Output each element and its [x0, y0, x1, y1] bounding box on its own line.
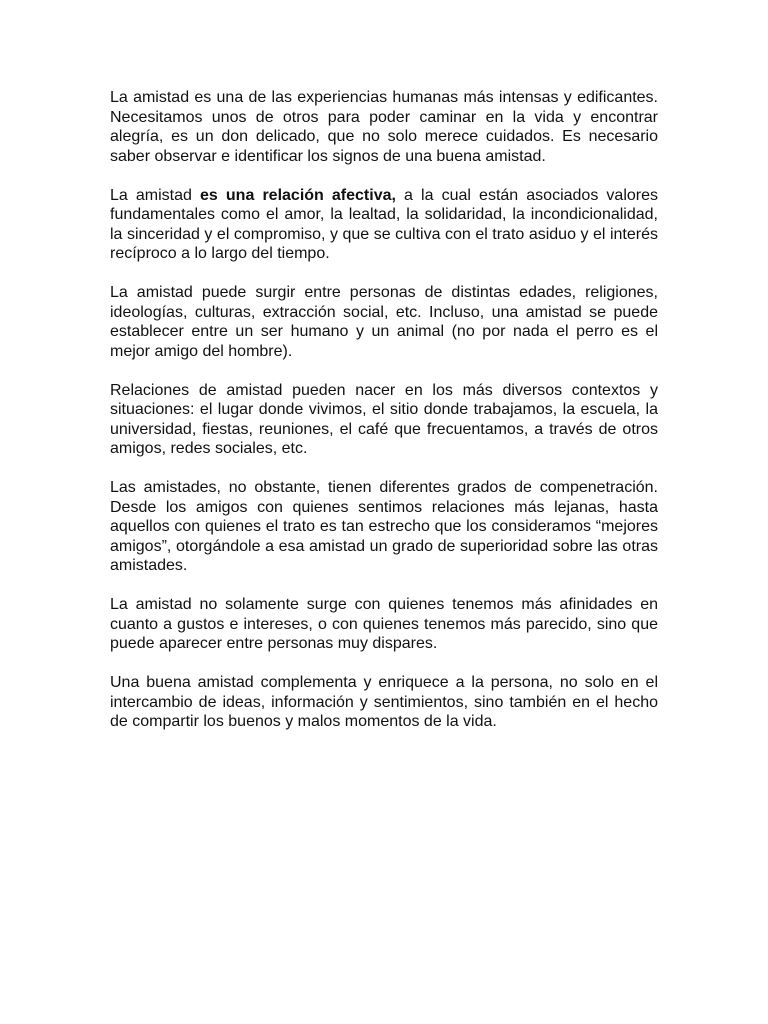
paragraph-6: La amistad no solamente surge con quienes tenemos más afinidades en cuanto a gustos e intereses, o con quienes tenemos más parecido, sino que puede aparecer entre personas muy dispares. — [110, 596, 658, 652]
paragraph-7: Una buena amistad complementa y enriquece a la persona, no solo en el intercambio de ideas, información y sentimientos, sino también en el hecho de compartir los buenos y malos momentos de la vida. — [110, 674, 658, 730]
paragraph-5: Las amistades, no obstante, tienen diferentes grados de compenetración. Desde los amigos con quienes sentimos relaciones más lejanas, hasta aquellos con quienes el trato es tan estrecho que los consideramos “mejores amigos”, otorgándole a esa amistad un grado de superioridad sobre las otras amistades. — [110, 479, 658, 574]
paragraph-1: La amistad es una de las experiencias humanas más intensas y edificantes. Necesitamos unos de otros para poder caminar en la vida y encontrar alegría, es un don delicado, que no solo merece cuidados. Es necesario saber observar e identificar los signos de una buena amistad. — [110, 89, 658, 165]
paragraph-3: La amistad puede surgir entre personas de distintas edades, religiones, ideologías, culturas, extracción social, etc. Incluso, una amistad se puede establecer entre un ser humano y un animal (no por nada el perro es el mejor amigo del hombre). — [110, 284, 658, 360]
paragraph-4: Relaciones de amistad pueden nacer en los más diversos contextos y situaciones: el lugar donde vivimos, el sitio donde trabajamos, la escuela, la universidad, fiestas, reuniones, el café que frecuentamos, a través de otros amigos, redes sociales, etc. — [110, 381, 658, 457]
paragraph-2-lead: La amistad — [110, 186, 201, 204]
paragraph-2-rest: a la cual están asociados valores fundamentales como el amor, la lealtad, la solidaridad, la incondicionalidad, la sinceridad y el compromiso, y que se cultiva con el trato asiduo y el interés recíproco a lo largo del tiempo. — [110, 186, 658, 262]
paragraph-2-bold-phrase: es una relación afectiva, — [200, 186, 396, 204]
document-page — [110, 88, 658, 751]
paragraph-2 — [110, 186, 658, 264]
